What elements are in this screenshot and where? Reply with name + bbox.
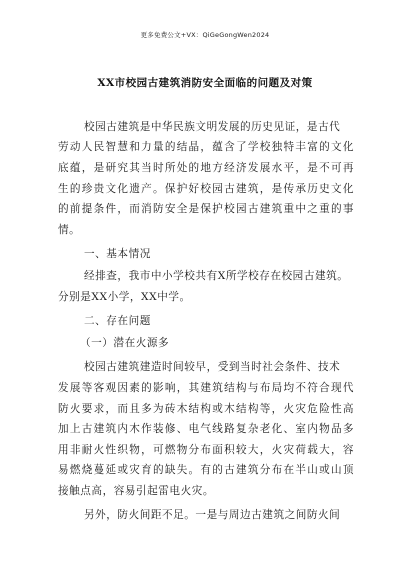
paragraph-line: 的前提条件，而消防安全是保护校园古建筑重中之重的事 — [58, 203, 354, 215]
header-note: 更多免费公文+VX：QiGeGongWen2024 — [140, 31, 270, 39]
paragraph-line: 校园古建筑是中华民族文明发展的历史见证，是古代 — [84, 121, 341, 133]
paragraph-line: 分别是XX小学，XX中学。 — [58, 291, 191, 303]
paragraph-line: 用非耐火性织物，可燃物分布面积较大，火灾荷载大，容 — [58, 444, 354, 456]
paragraph-line: 校园古建筑建造时间较早，受到当时社会条件、技术 — [84, 361, 341, 373]
paragraph-line: 发展等客观因素的影响，其建筑结构与布局均不符合现代 — [58, 382, 354, 394]
paragraph-line: 生的珍贵文化遗产。保护好校园古建筑，是传承历史文化 — [58, 183, 354, 195]
document-title: XX市校园古建筑消防安全面临的问题及对策 — [97, 77, 313, 89]
subsection-heading: （一）潜在火源多 — [80, 337, 170, 349]
paragraph-line: 另外，防火间距不足。一是与周边古建筑之间防火间 — [84, 509, 341, 521]
section-heading: 二、存在问题 — [84, 315, 151, 327]
paragraph-line: 底蕴，是研究其当时所处的地方经济发展水平，是不可再 — [58, 162, 354, 174]
paragraph-line: 防火要求，而且多为砖木结构或木结构等，火灾危险性高 — [58, 403, 354, 415]
section-heading: 一、基本情况 — [84, 248, 151, 260]
paragraph-line: 情。 — [58, 224, 81, 236]
paragraph-line: 接触点高，容易引起雷电火灾。 — [58, 485, 215, 497]
paragraph-line: 易燃烧蔓延或灾育的缺失。有的古建筑分布在半山或山顶 — [58, 464, 354, 476]
paragraph-line: 经排查，我市中小学校共有X所学校存在校园古建筑。 — [84, 270, 349, 282]
paragraph-line: 加上古建筑内木作装修、电气线路复杂老化、室内物品多 — [58, 423, 354, 435]
paragraph-line: 劳动人民智慧和力量的结晶，蕴含了学校独特丰富的文化 — [58, 141, 354, 153]
